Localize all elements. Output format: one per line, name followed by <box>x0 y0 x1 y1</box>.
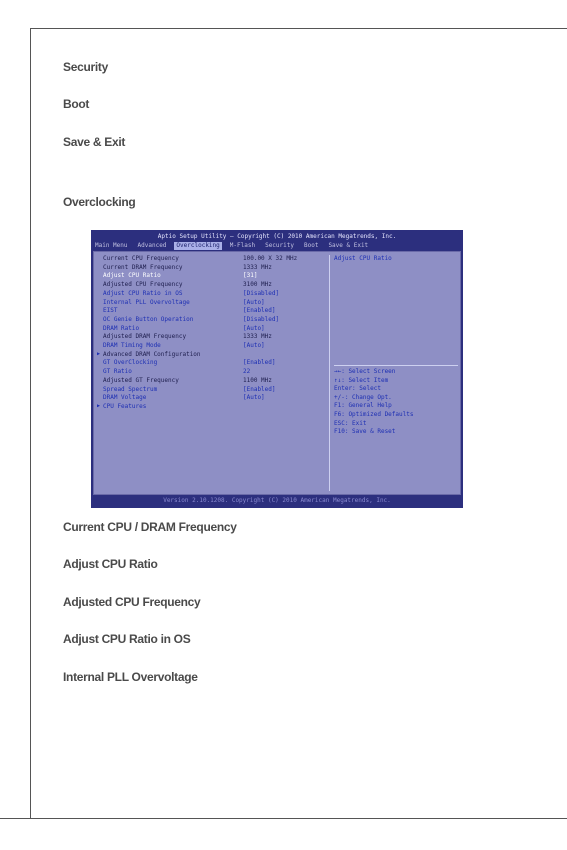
bios-setting-row[interactable] <box>103 342 265 350</box>
bios-setting-label: Adjusted GT Frequency <box>103 376 179 384</box>
bios-setting-label: GT Ratio <box>103 368 132 376</box>
tab-advanced[interactable]: Advanced <box>137 242 167 249</box>
bios-main-panel <box>93 251 461 495</box>
bios-setting-row[interactable] <box>103 359 276 367</box>
help-key-line: ESC: Exit <box>334 419 367 427</box>
heading-security: Security <box>63 60 108 74</box>
tab-boot[interactable]: Boot <box>303 242 319 249</box>
page-border-left <box>30 28 31 818</box>
bios-setting-row <box>103 376 272 385</box>
tab-main-menu[interactable]: Main Menu <box>95 242 128 249</box>
help-key-line: F1: General Help <box>334 402 392 410</box>
help-key-line: F10: Save & Reset <box>334 428 396 436</box>
bios-setting-value: [Enabled] <box>243 359 276 367</box>
bios-setting-value: [Auto] <box>243 324 265 332</box>
heading-boot: Boot <box>63 97 90 111</box>
bios-setting-value: 3100 MHz <box>243 281 272 289</box>
bios-setting-value: [Auto] <box>243 342 265 349</box>
bios-setting-label: Current CPU Frequency <box>103 255 179 262</box>
tab-overclocking[interactable]: Overclocking <box>176 242 220 249</box>
bios-setting-row[interactable] <box>103 385 276 394</box>
tab-m-flash[interactable]: M-Flash <box>229 242 256 249</box>
bios-setting-label: Adjust CPU Ratio in OS <box>103 289 183 297</box>
bios-setting-label: Adjusted CPU Frequency <box>103 281 183 289</box>
bios-setting-value: 100.00 X 32 MHz <box>243 255 298 262</box>
tab-save-exit[interactable]: Save & Exit <box>328 242 369 249</box>
bios-settings-list <box>97 255 330 491</box>
bios-setting-row[interactable] <box>103 394 265 402</box>
help-key-line: ↑↓: Select Item <box>334 376 389 384</box>
heading-adjust-cpu-ratio-in-os: Adjust CPU Ratio in OS <box>63 632 191 646</box>
bios-setting-row[interactable] <box>103 289 280 298</box>
bios-setting-value: [Auto] <box>243 394 265 402</box>
bios-setting-value: [Enabled] <box>243 385 276 393</box>
bios-setting-label: CPU Features <box>103 402 147 410</box>
bios-setting-value: 1100 MHz <box>243 376 272 384</box>
heading-internal-pll-overvoltage: Internal PLL Overvoltage <box>63 670 198 684</box>
bios-setting-row[interactable] <box>103 315 280 324</box>
bios-setting-row[interactable] <box>103 272 258 280</box>
page-border-bottom <box>0 818 567 819</box>
bios-setting-row <box>103 281 272 289</box>
bios-setting-value: [Disabled] <box>243 315 280 323</box>
bios-setting-value: [Disabled] <box>243 289 280 297</box>
bios-setting-value: [Auto] <box>243 298 265 306</box>
bios-setting-row[interactable] <box>97 402 147 411</box>
bios-setting-label: Adjusted DRAM Frequency <box>103 333 187 341</box>
bios-setting-row[interactable] <box>103 298 265 307</box>
bios-setting-label: DRAM Voltage <box>103 394 147 402</box>
bios-setting-value: 22 <box>243 368 251 376</box>
bios-setting-label: Adjust CPU Ratio <box>103 272 161 280</box>
bios-setting-label: Current DRAM Frequency <box>103 263 183 271</box>
page-border-top <box>30 28 567 29</box>
bios-setting-row <box>103 333 272 341</box>
bios-setting-row <box>97 350 201 359</box>
tab-security[interactable]: Security <box>265 242 294 249</box>
bios-setting-value: [Enabled] <box>243 307 276 315</box>
bios-footer: Version 2.10.1208. Copyright (C) 2010 American Megatrends, Inc. <box>163 497 391 504</box>
heading-adjusted-cpu-frequency: Adjusted CPU Frequency <box>63 595 201 609</box>
bios-setting-label: DRAM Timing Mode <box>103 342 161 349</box>
heading-overclocking: Overclocking <box>63 195 136 209</box>
bios-screenshot <box>91 230 463 508</box>
bios-tab-bar <box>93 242 461 250</box>
heading-current-cpu-dram-frequency: Current CPU / DRAM Frequency <box>63 520 237 534</box>
bios-setting-row[interactable] <box>103 324 265 333</box>
bios-setting-label: GT OverClocking <box>103 359 158 367</box>
help-title: Adjust CPU Ratio <box>334 255 392 262</box>
bios-setting-row <box>103 255 298 263</box>
bios-setting-value: 1333 MHz <box>243 263 272 271</box>
bios-setting-row <box>103 263 272 272</box>
bios-setting-label: Internal PLL Overvoltage <box>103 298 190 306</box>
help-key-line: F6: Optimized Defaults <box>334 410 414 418</box>
help-key-line: →←: Select Screen <box>334 368 396 375</box>
bios-title: Aptio Setup Utility – Copyright (C) 2010 American Megatrends, Inc. <box>157 233 397 240</box>
bios-setting-row[interactable] <box>103 368 251 376</box>
heading-save-exit: Save & Exit <box>63 135 126 149</box>
bios-setting-label: DRAM Ratio <box>103 324 140 332</box>
bios-setting-label: Advanced DRAM Configuration <box>103 350 201 358</box>
bios-setting-label: EIST <box>103 307 118 315</box>
bios-setting-row[interactable] <box>103 307 276 315</box>
submenu-arrow-icon: ▶ <box>97 350 101 357</box>
bios-setting-value: 1333 MHz <box>243 333 272 341</box>
bios-key-legend <box>334 368 458 437</box>
bios-help-panel <box>334 255 458 366</box>
bios-setting-label: OC Genie Button Operation <box>103 315 194 323</box>
help-key-line: Enter: Select <box>334 385 381 393</box>
heading-adjust-cpu-ratio: Adjust CPU Ratio <box>63 557 158 571</box>
bios-setting-label: Spread Spectrum <box>103 385 158 393</box>
bios-setting-value: [31] <box>243 272 258 280</box>
submenu-arrow-icon: ▶ <box>97 402 101 409</box>
help-key-line: +/-: Change Opt. <box>334 393 392 401</box>
